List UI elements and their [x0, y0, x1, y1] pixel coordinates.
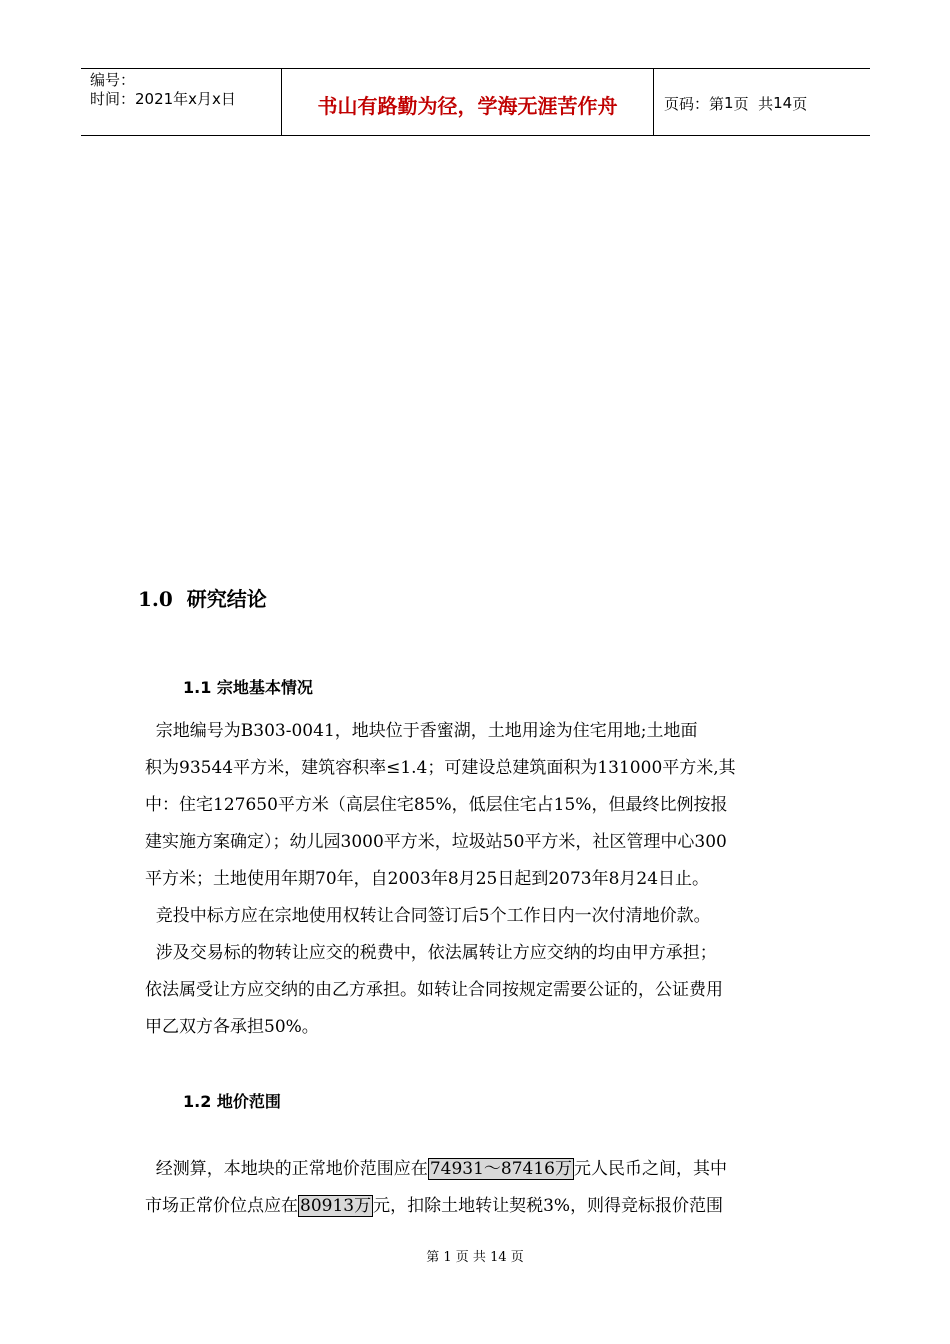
text-line: 中：住宅127650平方米（高层住宅85%，低层住宅占15%，但最终比例按报 — [145, 795, 728, 815]
text-line: 涉及交易标的物转让应交的税费中，依法属转让方应交纳的均由甲方承担； — [145, 943, 717, 963]
text-line: 依法属受让方应交纳的由乙方承担。如转让合同按规定需要公证的，公证费用 — [145, 980, 723, 1000]
text-line: 建实施方案确定）；幼儿园3000平方米，垃圾站50平方米，社区管理中心300 — [145, 832, 727, 852]
footer-total: 14 — [490, 1250, 507, 1265]
page-footer — [0, 1246, 950, 1265]
page-info-current: 1 — [724, 94, 734, 112]
page-info-label: 页码：第 — [664, 94, 725, 113]
text-fragment: 元人民币之间，其中 — [573, 1159, 727, 1179]
document-time-label: 时间：2021年x月x日 — [90, 90, 236, 108]
text-line: 平方米；土地使用年期70年，自2003年8月25日起到2073年8月24日止。 — [145, 869, 710, 889]
header-meta — [81, 69, 281, 135]
document-header — [81, 68, 870, 136]
highlight-price-range: 74931～87416万 — [429, 1159, 572, 1179]
header-motto: 书山有路勤为径，学海无涯苦作舟 — [281, 69, 654, 135]
footer-pre: 第 — [426, 1250, 444, 1265]
footer-current: 1 — [443, 1250, 452, 1265]
text-line — [145, 1151, 810, 1188]
paragraph-payment: 竞投中标方应在宗地使用权转让合同签订后5个工作日内一次付清地价款。 — [145, 906, 711, 926]
text-line: 甲乙双方各承担50%。 — [145, 1017, 319, 1037]
text-fragment: 元，扣除土地转让契税3%，则得竞标报价范围 — [373, 1196, 724, 1216]
document-number-label: 编号： — [90, 71, 136, 89]
text-line: 宗地编号为B303-0041，地块位于香蜜湖，土地用途为住宅用地;土地面 — [145, 721, 698, 741]
paragraph-price-range — [145, 1151, 810, 1225]
text-line — [145, 1188, 810, 1225]
highlight-price-point: 80913万 — [300, 1196, 372, 1216]
text-line: 积为93544平方米，建筑容积率≤1.4；可建设总建筑面积为131000平方米,其 — [145, 758, 736, 778]
section-title-1-0: 1.0 研究结论 — [138, 587, 267, 611]
section-title-1-1: 1.1 宗地基本情况 — [183, 678, 313, 697]
page-info-mid: 页 共 — [733, 94, 774, 113]
paragraph-land-info — [145, 713, 810, 1046]
header-page-info — [654, 69, 870, 135]
section-title-1-2: 1.2 地价范围 — [183, 1092, 281, 1111]
footer-end: 页 — [506, 1250, 524, 1265]
page-info-total: 14 — [773, 94, 793, 112]
footer-mid: 页 共 — [451, 1250, 491, 1265]
text-fragment: 经测算，本地块的正常地价范围应在 — [145, 1159, 428, 1179]
page-info-end: 页 — [792, 94, 808, 113]
text-fragment: 市场正常价位点应在 — [145, 1196, 298, 1216]
